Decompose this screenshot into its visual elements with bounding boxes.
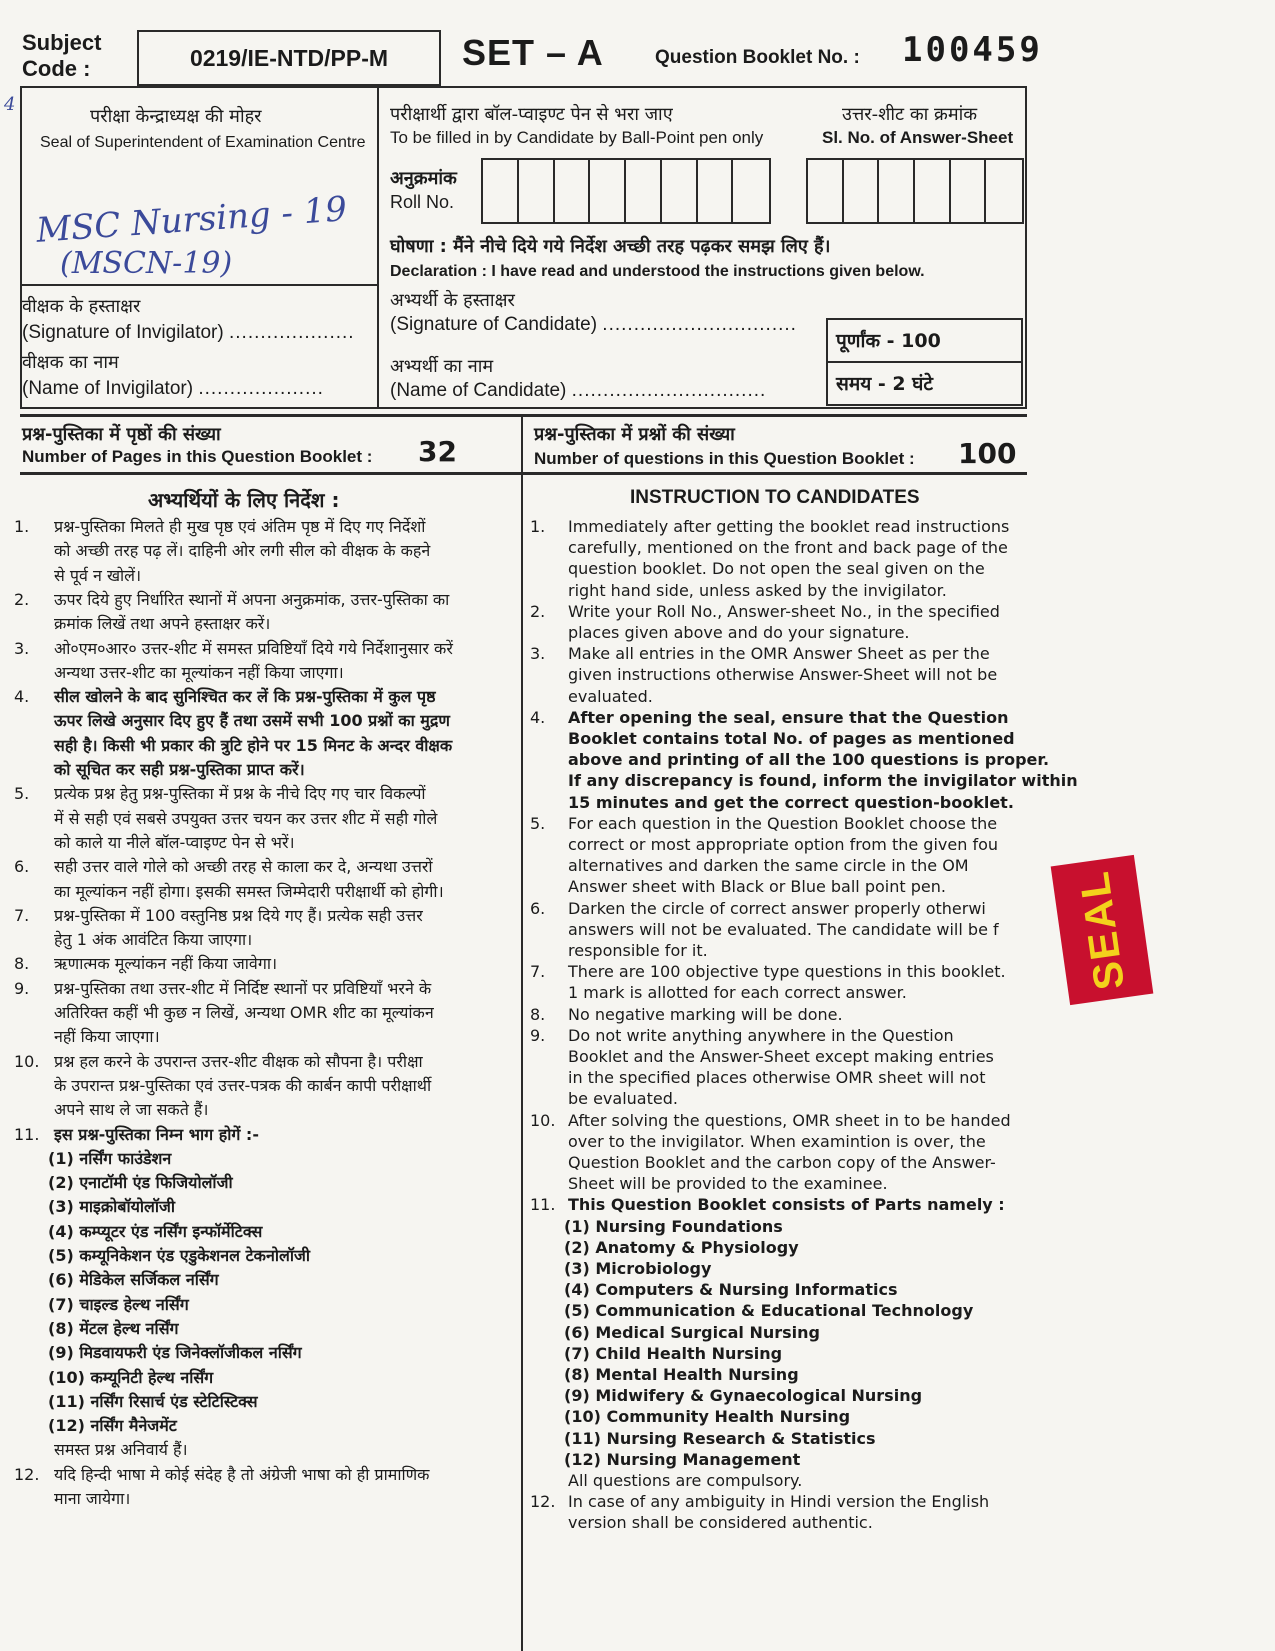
instruction-text: After solving the questions, OMR sheet in to be handed — [568, 1110, 1011, 1130]
instruction-number: 4. — [530, 707, 546, 727]
instruction-number: 9. — [14, 978, 30, 998]
answer-sheet-cell[interactable] — [808, 160, 844, 222]
instruction-text: क्रमांक लिखें तथा अपने हस्ताक्षर करें। — [54, 614, 271, 634]
instruction-text: सील खोलने के बाद सुनिश्चित कर लें कि प्रश्न-पुस्तिका में कुल पृष्ठ — [54, 687, 436, 707]
instruction-number: 12. — [14, 1464, 40, 1484]
instruction-text: Booklet contains total No. of pages as mentioned — [568, 729, 1015, 748]
instruction-text: over to the invigilator. When examintion is over, the — [568, 1131, 986, 1151]
instruction-text: ऊपर दिये हुए निर्धारित स्थानों में अपना अनुक्रमांक, उत्तर-पुस्तिका का — [54, 589, 450, 609]
pages-count-en: Number of Pages in this Question Booklet : — [22, 447, 373, 466]
questions-count-value: 100 — [958, 437, 1017, 470]
fill-instruction-hi: परीक्षार्थी द्वारा बॉल-प्वाइण्ट पेन से भरा जाए — [390, 104, 673, 125]
invigilator-signature-hi: वीक्षक के हस्ताक्षर — [22, 296, 141, 317]
instruction-text: Sheet will be provided to the examinee. — [568, 1174, 888, 1194]
instruction-text: (8) Mental Health Nursing — [564, 1365, 799, 1384]
answer-sheet-no-grid[interactable] — [806, 158, 1024, 224]
candidate-signature-en: (Signature of Candidate) ............................... — [390, 314, 797, 335]
max-marks: पूर्णांक - 100 — [836, 330, 941, 352]
answer-sheet-cell[interactable] — [844, 160, 880, 222]
candidate-signature-hi: अभ्यर्थी के हस्ताक्षर — [390, 290, 515, 311]
instruction-number: 10. — [530, 1110, 556, 1130]
questions-count-hi: प्रश्न-पुस्तिका में प्रश्नों की संख्या — [534, 424, 735, 445]
candidate-signature-field[interactable]: ............................... — [602, 314, 797, 335]
instruction-text: के उपरान्त प्रश्न-पुस्तिका एवं उत्तर-पत्रक की कार्बन कापी परीक्षार्थी — [54, 1075, 432, 1095]
instruction-text: Answer sheet with Black or Blue ball point pen. — [568, 877, 946, 897]
roll-no-cell[interactable] — [733, 160, 769, 222]
instruction-text: (5) Communication & Educational Technology — [564, 1301, 974, 1321]
instruction-number: 12. — [530, 1492, 556, 1512]
instruction-text: Immediately after getting the booklet read instructions — [568, 517, 1010, 536]
instruction-text: carefully, mentioned on the front and back page of the — [568, 538, 1008, 558]
answer-sheet-cell[interactable] — [915, 160, 951, 222]
invigilator-name-field[interactable]: .................... — [198, 378, 324, 399]
instruction-text: For each question in the Question Booklet choose the — [568, 813, 998, 833]
roll-no-cell[interactable] — [483, 160, 519, 222]
instruction-text: Question Booklet and the carbon copy of the Answer- — [568, 1153, 996, 1172]
instruction-text: If any discrepancy is found, inform the invigilator within — [568, 771, 1078, 791]
instruction-number: 1. — [14, 517, 30, 536]
instruction-text: There are 100 objective type questions in this booklet. — [568, 962, 1006, 982]
instruction-text: places given above and do your signature. — [568, 623, 910, 642]
instruction-number: 9. — [530, 1025, 546, 1045]
instruction-text: version shall be considered authentic. — [568, 1513, 873, 1533]
seal-title-en: Seal of Superintendent of Examination Centre — [40, 134, 366, 151]
instruction-text: Write your Roll No., Answer-sheet No., in the specified — [568, 601, 1000, 621]
instruction-text: (4) Computers & Nursing Informatics — [564, 1280, 898, 1300]
instruction-text: प्रत्येक प्रश्न हेतु प्रश्न-पुस्तिका में प्रश्न के नीचे दिए गए चार विकल्पों — [54, 784, 426, 804]
instruction-text: (9) Midwifery & Gynaecological Nursing — [564, 1386, 923, 1406]
instruction-text: से पूर्व न खोलें। — [54, 565, 142, 585]
instruction-text: (11) नर्सिंग रिसार्च एंड स्टेटिस्टिक्स — [48, 1391, 258, 1411]
instruction-number: 5. — [530, 813, 546, 833]
instruction-text: In case of any ambiguity in Hindi version the English — [568, 1492, 990, 1512]
instruction-text: सही है। किसी भी प्रकार की त्रुटि होने पर 15 मिनट के अन्दर वीक्षक — [54, 735, 453, 755]
instruction-text: (12) Nursing Management — [564, 1449, 801, 1469]
instruction-text: (8) मेंटल हेल्थ नर्सिंग — [48, 1318, 179, 1338]
seal-label: SEAL — [1069, 867, 1134, 993]
instruction-number: 7. — [14, 905, 30, 925]
instruction-text: (10) Community Health Nursing — [564, 1407, 851, 1427]
subject-label: Subject Code : — [22, 30, 102, 81]
instruction-text: नहीं किया जाएगा। — [54, 1027, 160, 1047]
instruction-text: (6) मेडिकेल सर्जिकल नर्सिंग — [48, 1270, 219, 1290]
instruction-text: ओ०एम०आर० उत्तर-शीट में समस्त प्रविष्टियाँ दिये गये निर्देशानुसार करें — [54, 638, 453, 658]
instruction-text: ऊपर लिखे अनुसार दिए हुए हैं तथा उसमें सभी 100 प्रश्नों का मुद्रण — [54, 711, 450, 731]
instruction-text: responsible for it. — [568, 941, 708, 960]
answer-sheet-sl-en: Sl. No. of Answer-Sheet — [822, 128, 1014, 147]
instruction-text: Make all entries in the OMR Answer Sheet as per the — [568, 644, 990, 664]
answer-sheet-cell[interactable] — [986, 160, 1022, 222]
instruction-text: Darken the circle of correct answer properly otherwi — [568, 898, 986, 918]
instruction-text: को काले या नीले बॉल-प्वाइण्ट पेन से भरें। — [54, 832, 295, 852]
invigilator-name-hi: वीक्षक का नाम — [22, 352, 119, 373]
instruction-text: (9) मिडवायफरी एंड जिनेक्लॉजीकल नर्सिंग — [48, 1343, 302, 1363]
instruction-text: All questions are compulsory. — [568, 1471, 803, 1490]
instruction-text: Booklet and the Answer-Sheet except making entries — [568, 1047, 994, 1066]
instruction-number: 3. — [14, 638, 30, 658]
instruction-text: (7) Child Health Nursing — [564, 1343, 783, 1363]
roll-no-label-en: Roll No. — [390, 192, 455, 212]
instruction-number: 11. — [14, 1124, 40, 1144]
instruction-text: (12) नर्सिंग मैनेजमेंट — [48, 1416, 177, 1436]
seal-sticker[interactable] — [1051, 855, 1154, 1005]
instruction-text: (2) Anatomy & Physiology — [564, 1237, 799, 1257]
instruction-text: समस्त प्रश्न अनिवार्य हैं। — [54, 1440, 188, 1460]
hindi-instructions-heading: अभ्यर्थियों के लिए निर्देश : — [148, 488, 340, 512]
instruction-text: evaluated. — [568, 686, 653, 706]
instruction-text: (2) एनाटॉमी एंड फिजियोलॉजी — [48, 1173, 233, 1193]
instruction-text: After opening the seal, ensure that the Question — [568, 707, 1009, 727]
instruction-text: माना जायेगा। — [54, 1489, 131, 1508]
invigilator-signature-field[interactable]: .................... — [229, 322, 355, 343]
instruction-number: 1. — [530, 517, 546, 536]
answer-sheet-sl-hi: उत्तर-शीट का क्रमांक — [842, 104, 978, 125]
answer-sheet-cell[interactable] — [879, 160, 915, 222]
instruction-text: अपने साथ ले जा सकते हैं। — [54, 1100, 209, 1120]
candidate-name-field[interactable]: ............................... — [571, 380, 767, 401]
instruction-text: प्रश्न-पुस्तिका मिलते ही मुख पृष्ठ एवं अंतिम पृष्ठ में दिए गए निर्देशों — [54, 517, 426, 536]
instruction-text: question booklet. Do not open the seal given on the — [568, 559, 985, 579]
set-label: SET – A — [462, 32, 604, 73]
instruction-text: alternatives and darken the same circle in the OM — [568, 856, 969, 876]
invigilator-name-en: (Name of Invigilator) .................... — [22, 378, 324, 399]
pages-count-value: 32 — [418, 435, 457, 468]
instruction-text: above and printing of all the 100 questions is proper. — [568, 750, 1050, 770]
instruction-number: 6. — [530, 898, 546, 918]
roll-no-label-hi: अनुक्रमांक — [390, 168, 457, 189]
instruction-text: (4) कम्प्यूटर एंड नर्सिंग इन्फॉर्मेटिक्स — [48, 1221, 263, 1241]
booklet-no-label: Question Booklet No. : — [655, 47, 860, 68]
instruction-text: अन्यथा उत्तर-शीट का मूल्यांकन नहीं किया जाएगा। — [54, 662, 344, 682]
instruction-number: 2. — [530, 601, 546, 621]
instruction-text: (5) कम्यूनिकेशन एंड एडुकेशनल टेकनोलॉजी — [48, 1246, 310, 1265]
invigilator-signature-en: (Signature of Invigilator) .................... — [22, 322, 355, 343]
declaration-hi: घोषणा : मैंने नीचे दिये गये निर्देश अच्छी तरह पढ़कर समझ लिए हैं। — [390, 236, 831, 257]
roll-no-cell[interactable] — [662, 160, 698, 222]
roll-no-cell[interactable] — [519, 160, 555, 222]
instruction-number: 6. — [14, 857, 30, 877]
instruction-text: (1) नर्सिंग फाउंडेशन — [48, 1148, 172, 1168]
instruction-text: प्रश्न-पुस्तिका में 100 वस्तुनिष्ठ प्रश्न दिये गए हैं। प्रत्येक सही उत्तर — [54, 905, 423, 925]
corner-mark: 4 — [4, 94, 16, 115]
roll-no-cell[interactable] — [590, 160, 626, 222]
roll-no-cell[interactable] — [698, 160, 734, 222]
instruction-text: (6) Medical Surgical Nursing — [564, 1322, 820, 1342]
instruction-text: be evaluated. — [568, 1089, 678, 1109]
instruction-number: 2. — [14, 589, 30, 609]
instruction-text: में से सही एवं सबसे उपयुक्त उत्तर चयन कर उत्तर शीट में सही गोले — [54, 808, 438, 828]
instruction-text: given instructions otherwise Answer-Sheet will not be — [568, 665, 998, 685]
handwritten-note-1: MSC Nursing - 19 — [34, 189, 349, 251]
instruction-text: Do not write anything anywhere in the Question — [568, 1025, 954, 1045]
instruction-text: हेतु 1 अंक आवंटित किया जाएगा। — [54, 930, 253, 950]
candidate-name-en: (Name of Candidate) ............................... — [390, 380, 767, 401]
booklet-no: 100459 — [902, 30, 1043, 70]
pages-count-hi: प्रश्न-पुस्तिका में पृष्ठों की संख्या — [22, 424, 221, 445]
instruction-text: (10) कम्यूनिटी हेल्थ नर्सिंग — [48, 1367, 214, 1387]
instruction-text: answers will not be evaluated. The candidate will be f — [568, 919, 999, 939]
instruction-number: 5. — [14, 784, 30, 804]
fill-instruction-en: To be filled in by Candidate by Ball-Point pen only — [390, 128, 764, 147]
instruction-text: सही उत्तर वाले गोले को अच्छी तरह से काला कर दे, अन्यथा उत्तरों — [54, 857, 433, 877]
roll-no-cell[interactable] — [555, 160, 591, 222]
instruction-number: 7. — [530, 962, 546, 982]
exam-time: समय - 2 घंटे — [836, 373, 933, 395]
instruction-text: (11) Nursing Research & Statistics — [564, 1428, 876, 1448]
questions-count-en: Number of questions in this Question Booklet : — [534, 449, 915, 468]
instruction-number: 10. — [14, 1051, 40, 1071]
instruction-number: 3. — [530, 644, 546, 664]
instruction-text: अतिरिक्त कहीं भी कुछ न लिखें, अन्यथा OMR शीट का मूल्यांकन — [54, 1003, 434, 1022]
subject-code-box — [137, 30, 441, 86]
roll-no-cell[interactable] — [626, 160, 662, 222]
instruction-number: 8. — [530, 1004, 546, 1024]
instruction-text: यदि हिन्दी भाषा मे कोई संदेह है तो अंग्रेजी भाषा को ही प्रामाणिक — [54, 1464, 430, 1484]
instruction-text: correct or most appropriate option from the given fou — [568, 835, 998, 854]
instruction-text: इस प्रश्न-पुस्तिका निम्न भाग होगें :- — [54, 1124, 259, 1144]
instruction-text: प्रश्न हल करने के उपरान्त उत्तर-शीट वीक्षक को सौपना है। परीक्षा — [54, 1051, 423, 1071]
instruction-text: का मूल्यांकन नहीं होगा। इसकी समस्त जिम्मेदारी परीक्षार्थी को होगी। — [54, 881, 444, 901]
instruction-text: प्रश्न-पुस्तिका तथा उत्तर-शीट में निर्दिष्ट स्थानों पर प्रविष्टियाँ भरने के — [54, 978, 432, 998]
instruction-text: को अच्छी तरह पढ़ लें। दाहिनी ओर लगी सील को वीक्षक के कहने — [54, 541, 431, 561]
instruction-text: 1 mark is allotted for each correct answer. — [568, 983, 907, 1003]
instruction-text: right hand side, unless asked by the invigilator. — [568, 580, 947, 600]
instruction-text: को सूचित कर सही प्रश्न-पुस्तिका प्राप्त करें। — [54, 760, 305, 779]
instruction-text: ऋणात्मक मूल्यांकन नहीं किया जावेगा। — [54, 954, 278, 974]
instruction-number: 11. — [530, 1195, 556, 1215]
seal-title-hi: परीक्षा केन्द्राध्यक्ष की मोहर — [90, 106, 262, 127]
english-instructions-heading: INSTRUCTION TO CANDIDATES — [630, 487, 920, 508]
roll-no-grid[interactable] — [481, 158, 771, 224]
instruction-text: No negative marking will be done. — [568, 1004, 843, 1024]
instruction-text: This Question Booklet consists of Parts namely : — [568, 1195, 1005, 1215]
handwritten-note-2: (MSCN-19) — [60, 246, 233, 281]
instruction-text: in the specified places otherwise OMR sheet will not — [568, 1068, 986, 1088]
declaration-en: Declaration : I have read and understood the instructions given below. — [390, 263, 925, 280]
instruction-number: 8. — [14, 954, 30, 974]
instruction-text: (7) चाइल्ड हेल्थ नर्सिंग — [48, 1294, 189, 1314]
answer-sheet-cell[interactable] — [951, 160, 987, 222]
subject-code: 0219/IE-NTD/PP-M — [189, 45, 389, 71]
instruction-text: (1) Nursing Foundations — [564, 1216, 783, 1236]
instruction-number: 4. — [14, 687, 30, 707]
instruction-text: 15 minutes and get the correct question-booklet. — [568, 792, 1014, 812]
instruction-text: (3) Microbiology — [564, 1259, 712, 1278]
instruction-text: (3) माइक्रोबॉयोलॉजी — [48, 1197, 176, 1217]
candidate-name-hi: अभ्यर्थी का नाम — [390, 356, 494, 377]
